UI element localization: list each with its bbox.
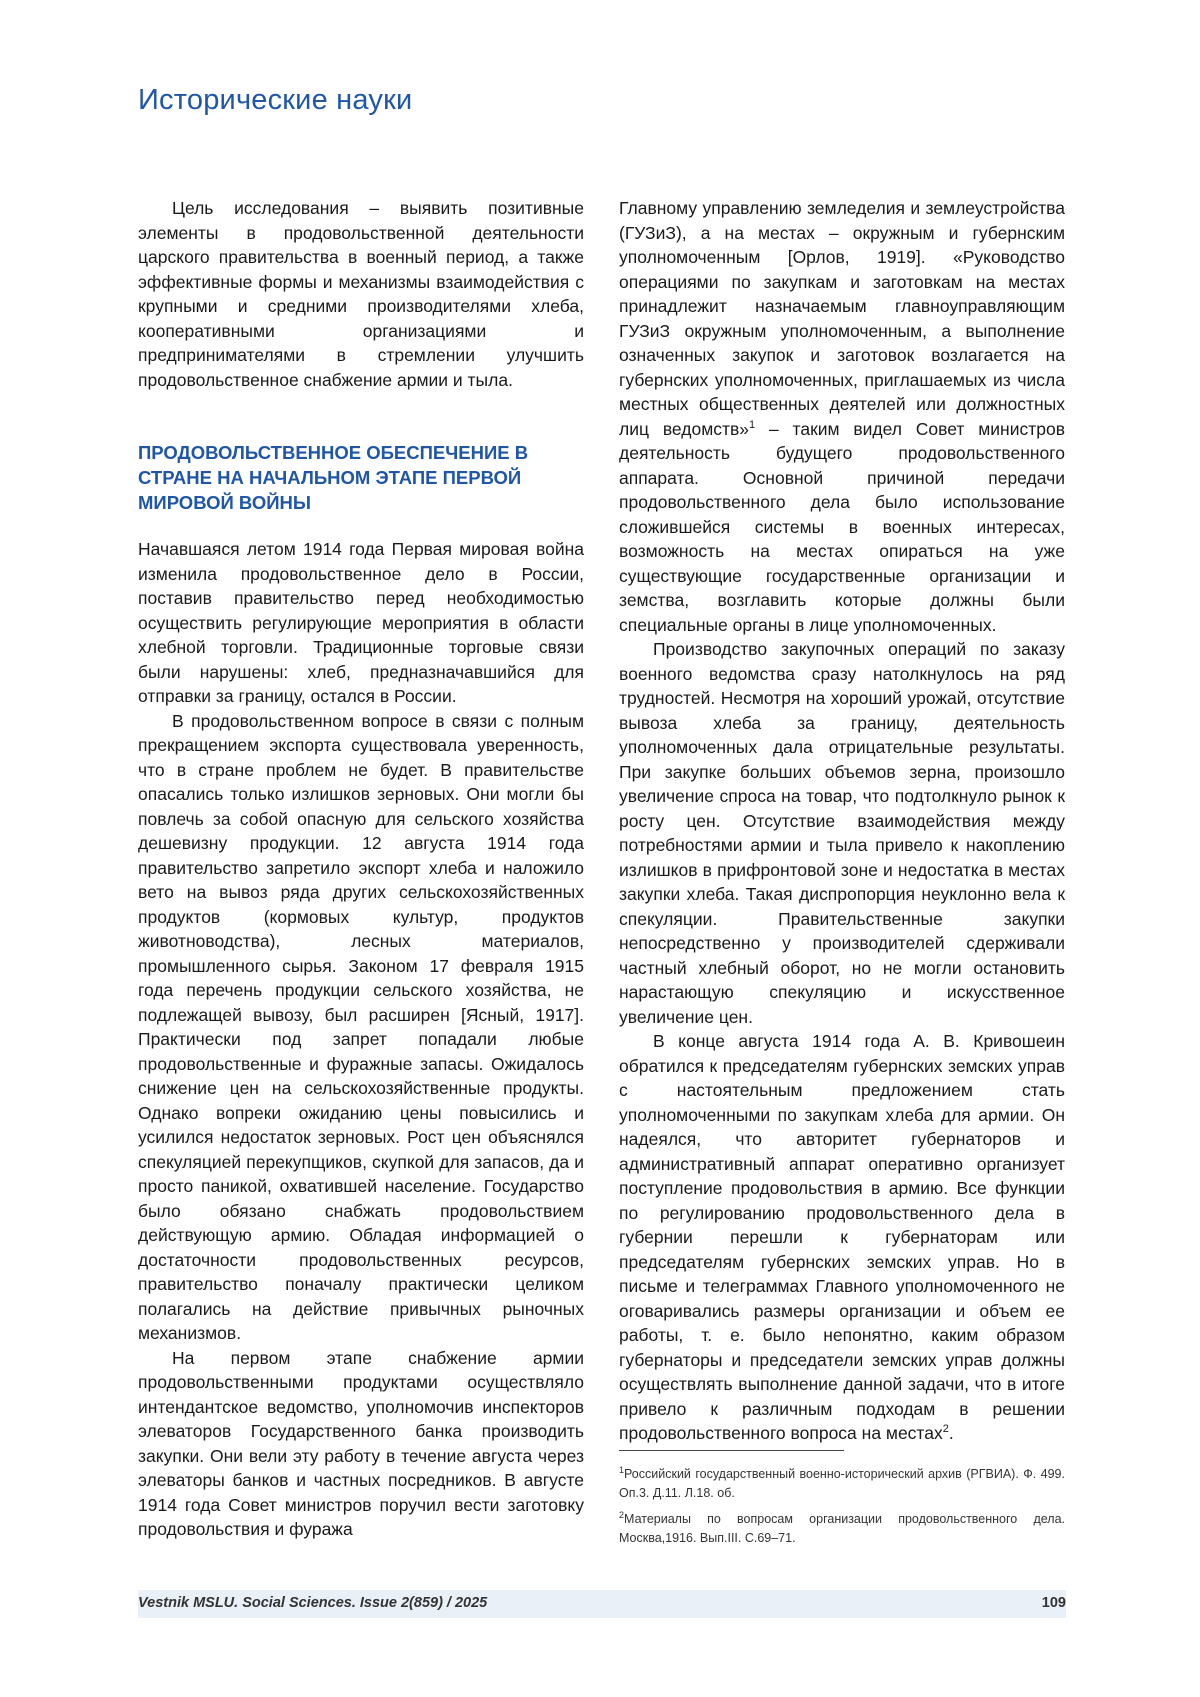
body-paragraph: На первом этапе снабжение армии продовольственными продуктами осуществляло интендантское ведомство, уполномочив инспекторов элеваторов Государственного банка производить закупки. Они вели эту работу в течение августа через элеваторы банков и частных посредников. В августе 1914 года Совет министров поручил вести заготовку продовольствия и фуража [138, 1347, 584, 1539]
intro-paragraph: Цель исследования – выявить позитивные элементы в продовольственной деятельности царского правительства в военный период, а также эффективные формы и механизмы взаимодействия с крупными и средними производителями хлеба, кооперативными организациями и предпринимателями в стремлении улучшить продовольственное снабжение армии и тыла. [138, 198, 584, 390]
footnote-text: Материалы по вопросам организации продовольственного дела. Москва,1916. Вып.III. С.69–71. [619, 1512, 1065, 1545]
footnote-2 [619, 1510, 1065, 1548]
footnotes [619, 1450, 1065, 1555]
footnote-1 [619, 1465, 1065, 1503]
paragraph-text: Главному управлению земледелия и землеустройства (ГУЗиЗ), а на местах – окружным и губернским уполномоченным [Орлов, 1919]. «Руководство операциями по закупкам и заготовкам на местах принадлежит назначаемым главноуправляющим ГУЗиЗ окружным уполномоченным, а выполнение означенных закупок и заготовок возлагается на губернских уполномоченных, приглашаемых из числа местных общественных деятелей или должностных лиц ведомств» [619, 198, 1065, 439]
paragraph-text: . [948, 1423, 954, 1443]
paragraph-text: В конце августа 1914 года А. В. Кривошеин обратился к председателям губернских земских управ с настоятельным предложением стать уполномоченными по закупкам хлеба для армии. Он надеялся, что авторитет губернаторов и административный аппарат оперативно организует поступление продовольствия в армию. Все функции по регулированию продовольственного дела в губернии перешли к губернаторам или председателям губернских земских управ. Но в письме и телеграммах Главного уполномоченного не оговаривались размеры организации и объем ее работы, т. е. было непонятно, каким образом губернаторы и председатели земских управ должны осуществлять выполнение данной задачи, что в итоге привело к различным подходам в решении продовольственного вопроса на местах [619, 1031, 1065, 1443]
footnote-ref-2[interactable]: 2 [942, 1423, 949, 1436]
page-number: 109 [1041, 1595, 1066, 1611]
body-paragraph: Начавшаяся летом 1914 года Первая мировая война изменила продовольственное дело в России, поставив правительство перед необходимостью осуществить регулирующие мероприятия в области хлебной торговли. Традиционные торговые связи были нарушены: хлеб, предназначавшийся для отправки за границу, остался в России. [138, 539, 584, 706]
left-column [138, 196, 584, 1542]
footnote-ref-1[interactable]: 1 [749, 418, 756, 431]
body-paragraph: Производство закупочных операций по заказу военного ведомства сразу натолкнулось на ряд трудностей. Несмотря на хороший урожай, отсутствие вывоза хлеба за границу, деятельность уполномоченных дала отрицательные результаты. При закупке больших объемов зерна, произошло увеличение спроса на товар, что подтолкнуло рынок к росту цен. Отсутствие взаимодействия между потребностями армии и тыла привело к накоплению излишков в прифронтовой зоне и недостатка в местах закупки хлеба. Такая диспропорция неуклонно вела к спекуляции. Правительственные закупки непосредственно у производителей сдерживали частный хлебный оборот, но не могли остановить нарастающую спекуляцию и искусственное увеличение цен. [619, 639, 1065, 1027]
body-paragraph: В продовольственном вопросе в связи с полным прекращением экспорта существовала уверенность, что в стране проблем не будет. В правительстве опасались только излишков зерновых. Они могли бы повлечь за собой опасную для сельского хозяйства дешевизну продукции. 12 августа 1914 года правительство запретило экспорт хлеба и наложило вето на вывоз ряда других сельскохозяйственных продуктов (кормовых культур, продуктов животноводства), лесных материалов, промышленного сырья. Законом 17 февраля 1915 года перечень продукции сельского хозяйства, не подлежащей вывозу, был расширен [Ясный, 1917]. Практически под запрет попадали любые продовольственные и фуражные запасы. Ожидалось снижение цен на сельскохозяйственные продукты. Однако вопреки ожиданию цены повысились и усилился недостаток зерновых. Рост цен объяснялся спекуляцией перекупщиков, скупкой для запасов, да и просто паникой, охватившей население. Государство было обязано снабжать продовольствием действующую армию. Обладая информацией о достаточности продовольственных ресурсов, правительство поначалу практически целиком полагались на действие привычных рыночных механизмов. [138, 710, 584, 1343]
footnote-text: Российский государственный военно-исторический архив (РГВИА). Ф. 499. Оп.3. Д.11. Л.18. об. [619, 1467, 1065, 1500]
body-paragraph [619, 196, 1065, 637]
footnote-marker: 1 [619, 1464, 625, 1475]
footnote-marker: 2 [619, 1509, 625, 1520]
journal-citation: Vestnik MSLU. Social Sciences. Issue 2(859) / 2025 [138, 1595, 488, 1611]
right-column [619, 196, 1065, 1446]
spacer [138, 392, 584, 440]
paragraph-text: – таким видел Совет министров деятельность будущего продовольственного аппарата. Основной причиной передачи продовольственного дела было использование сложившейся системы в военных интересах, возможность на местах опираться на уже существующие государственные организации и земства, возглавить которые должны были специальные органы в лице уполномоченных. [619, 418, 1066, 635]
section-title: Исторические науки [138, 84, 413, 116]
body-paragraph [619, 1029, 1065, 1446]
subsection-heading: ПРОДОВОЛЬСТВЕННОЕ ОБЕСПЕЧЕНИЕ В СТРАНЕ НА НАЧАЛЬНОМ ЭТАПЕ ПЕРВОЙ МИРОВОЙ ВОЙНЫ [138, 442, 529, 513]
footnote-divider [619, 1450, 844, 1451]
